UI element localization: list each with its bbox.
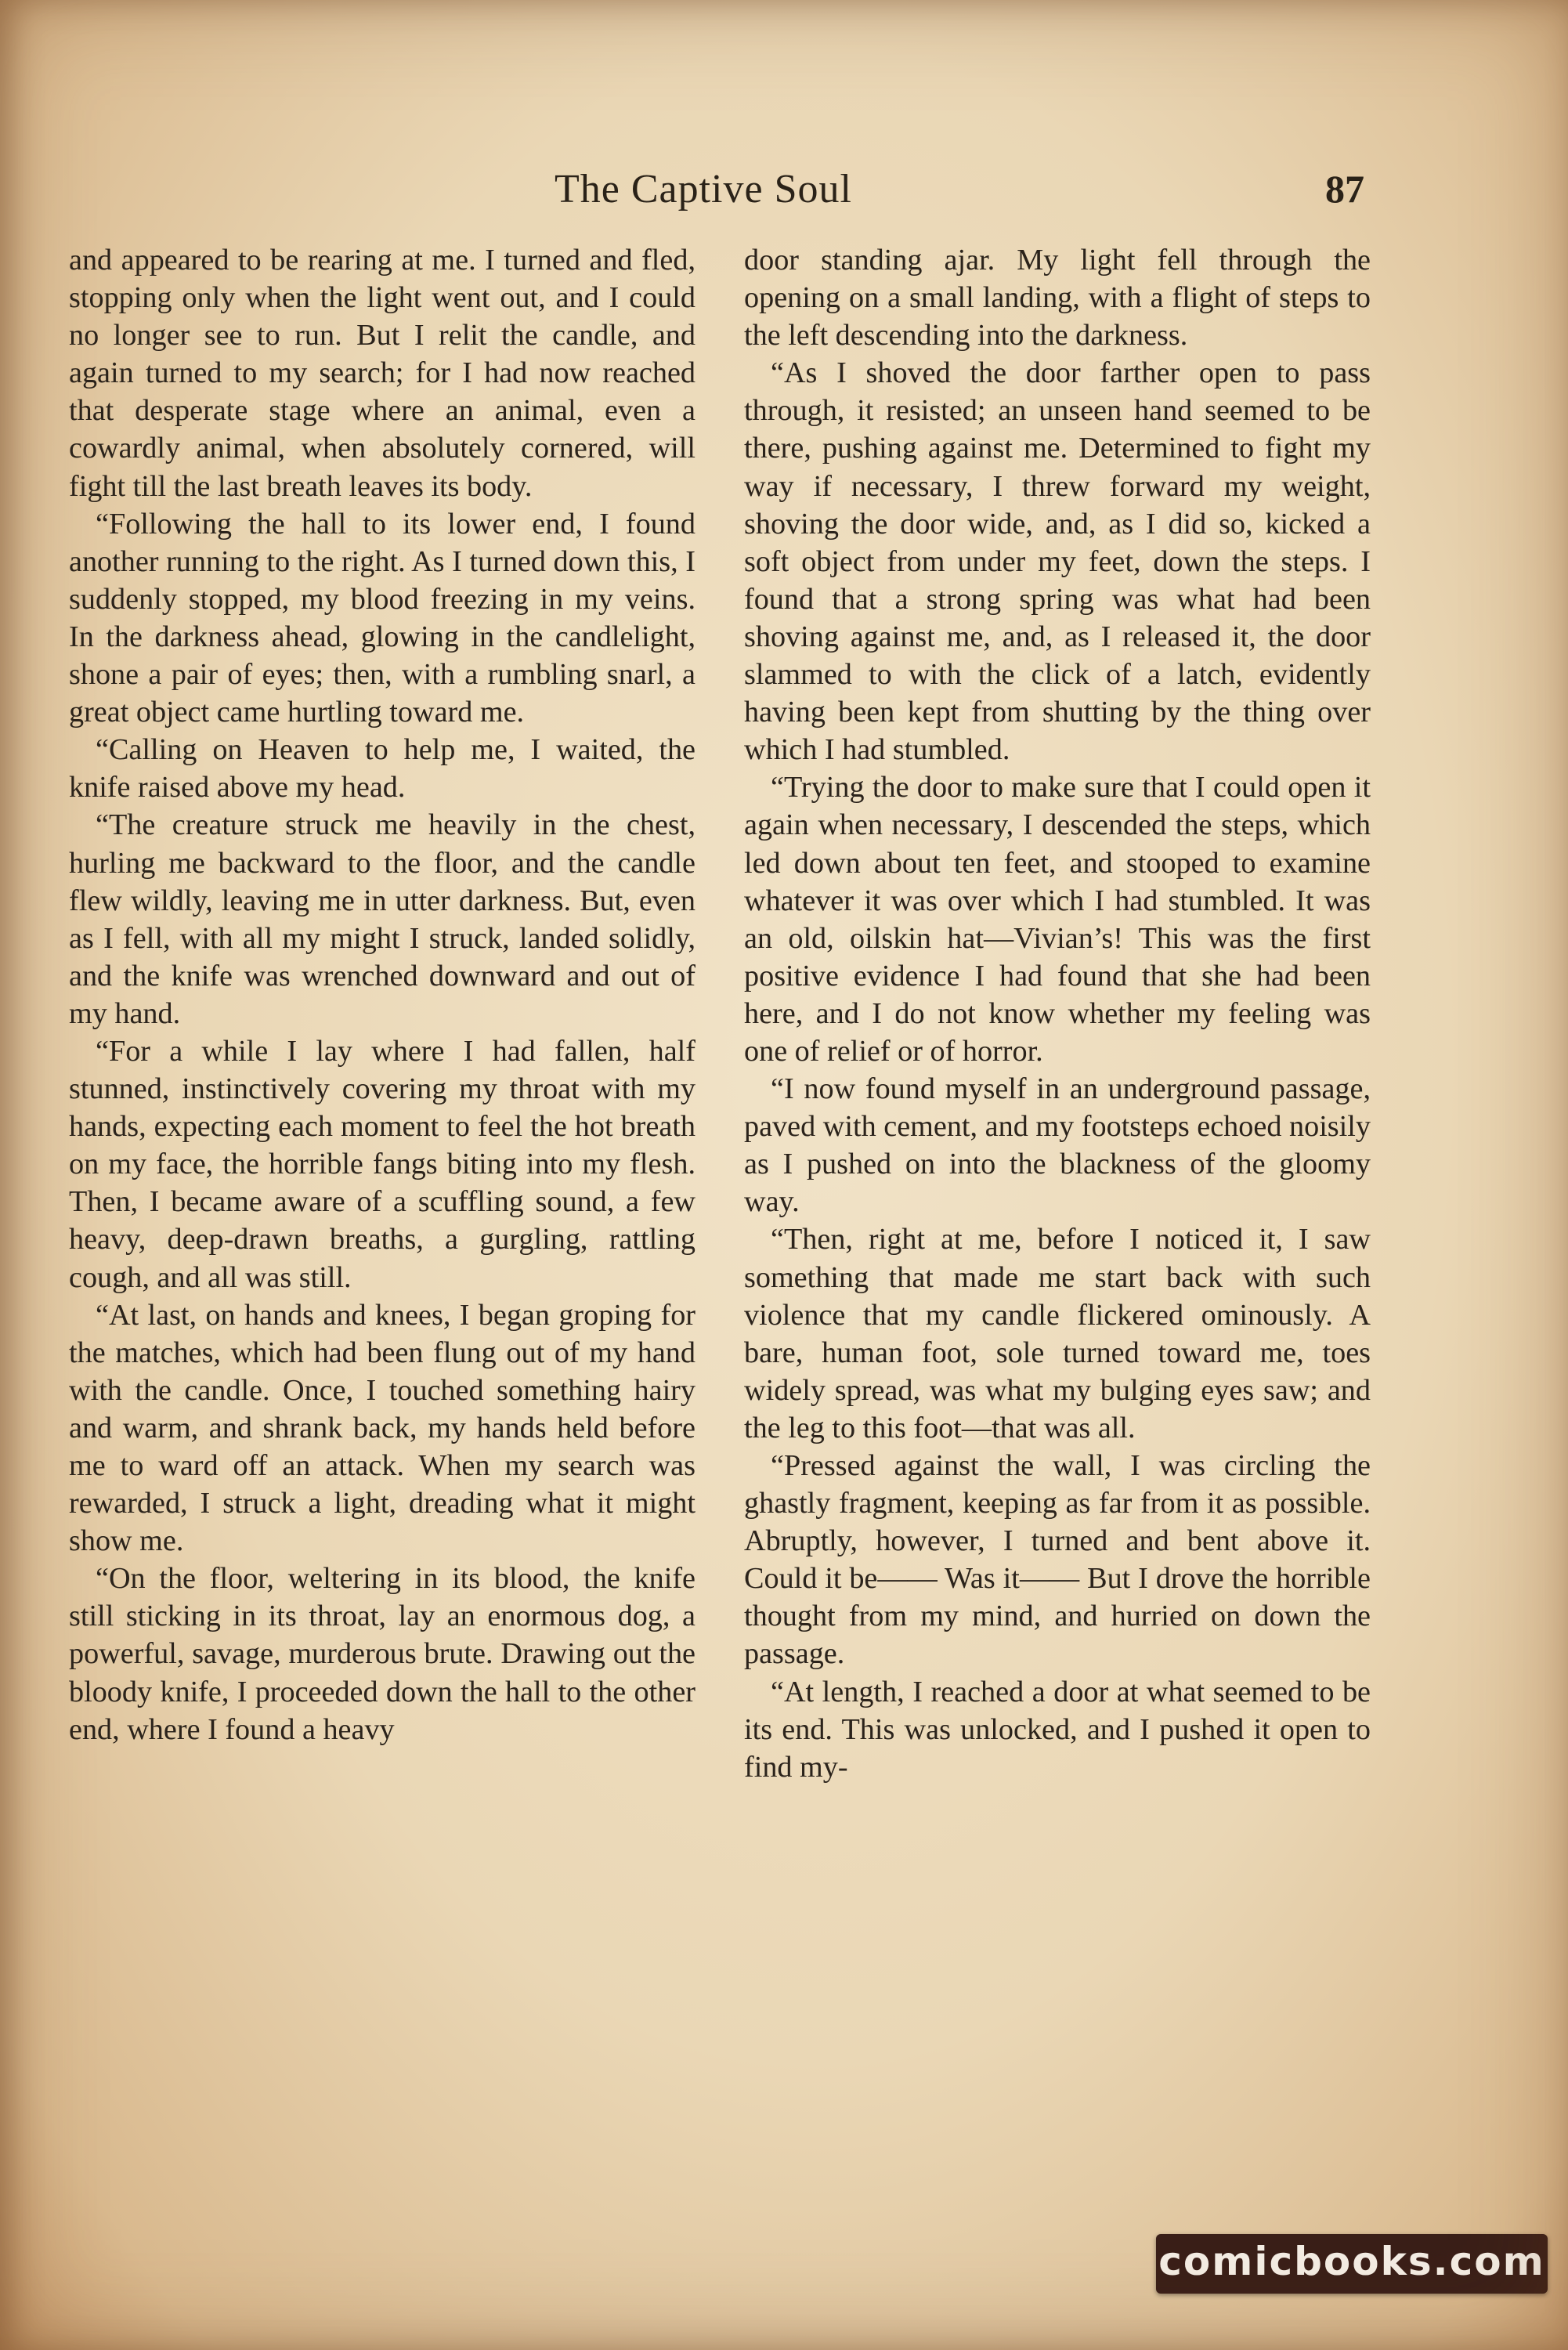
paragraph: and appeared to be rearing at me. I turned and fled, stopping only when the light went out, and I could no longer see to run. But I relit the candle, and again turned to my search; for I had now reached that desperate stage where an animal, even a cowardly animal, when absolutely cornered, will fight till the last breath leaves its body. [69,244,695,503]
running-title: The Captive Soul [555,167,852,212]
paragraph: “As I shoved the door farther open to pass through, it resisted; an unseen hand seemed to be there, pushing against me. Determined to fight my way if necessary, I threw forward my weight, shoving the door wide, and, as I did so, kicked a soft object from under my feet, down the steps. I found that a strong spring was what had been shoving against me, and, as I released it, the door slammed to with the click of a latch, evidently having been kept from shutting by the thing over which I had stumbled. [744,356,1371,767]
paragraph: “At length, I reached a door at what seemed to be its end. This was unlocked, and I pushed it open to find my- [744,1675,1371,1784]
watermark-text: comicbooks.com [1158,2239,1545,2284]
paragraph: “I now found myself in an underground passage, paved with cement, and my footsteps echoed noisily as I pushed on into the blackness of the gloomy way. [744,1072,1371,1219]
paragraph: “Then, right at me, before I noticed it, I saw something that made me start back with such violence that my candle flickered ominously. A bare, human foot, sole turned toward me, toes widely spread, was what my bulging eyes saw; and the leg to this foot—that was all. [744,1223,1371,1444]
paragraph: “At last, on hands and knees, I began groping for the matches, which had been flung out of my hand with the candle. Once, I touched something hairy and warm, and shrank back, my hands held before me to ward off an attack. When my search was rewarded, I struck a light, dreading what it might show me. [69,1298,695,1558]
paragraph: “On the floor, weltering in its blood, the knife still sticking in its throat, lay an enormous dog, a powerful, savage, murderous brute. Drawing out the bloody knife, I proceeded down the hall to the other end, where I found a heavy [69,1562,695,1746]
right-column [744,241,1371,1786]
paragraph: “Pressed against the wall, I was circling the ghastly fragment, keeping as far from it as possible. Abruptly, however, I turned and bent above it. Could it be—— Was it—— But I drove the horrible thought from my mind, and hurried on down the passage. [744,1449,1371,1671]
paragraph: “Following the hall to its lower end, I found another running to the right. As I turned down this, I suddenly stopped, my blood freezing in my veins. In the darkness ahead, glowing in the candlelight, shone a pair of eyes; then, with a rumbling snarl, a great object came hurtling toward me. [69,507,695,729]
page-number: 87 [1325,167,1364,211]
paragraph: “Calling on Heaven to help me, I waited, the knife raised above my head. [69,733,695,804]
paragraph: “The creature struck me heavily in the chest, hurling me backward to the floor, and the candle flew wildly, leaving me in utter darkness. But, even as I fell, with all my might I struck, landed solidly, and the knife was wrenched downward and out of my hand. [69,808,695,1030]
paragraph: “For a while I lay where I had fallen, half stunned, instinctively covering my throat with my hands, expecting each moment to feel the hot breath on my face, the horrible fangs biting into my flesh. Then, I became aware of a scuffling sound, a few heavy, deep-drawn breaths, a gurgling, rattling cough, and all was still. [69,1034,695,1294]
left-column [69,241,695,1748]
paragraph: “Trying the door to make sure that I could open it again when necessary, I descended the steps, which led down about ten feet, and stooped to examine whatever it was over which I had stumbled. It was an old, oilskin hat—Vivian’s! This was the first positive evidence I had found that she had been here, and I do not know whether my feeling was one of relief or of horror. [744,771,1371,1068]
paragraph: door standing ajar. My light fell through the opening on a small landing, with a flight of steps to the left descending into the darkness. [744,244,1371,352]
watermark-badge [1156,2234,1548,2294]
